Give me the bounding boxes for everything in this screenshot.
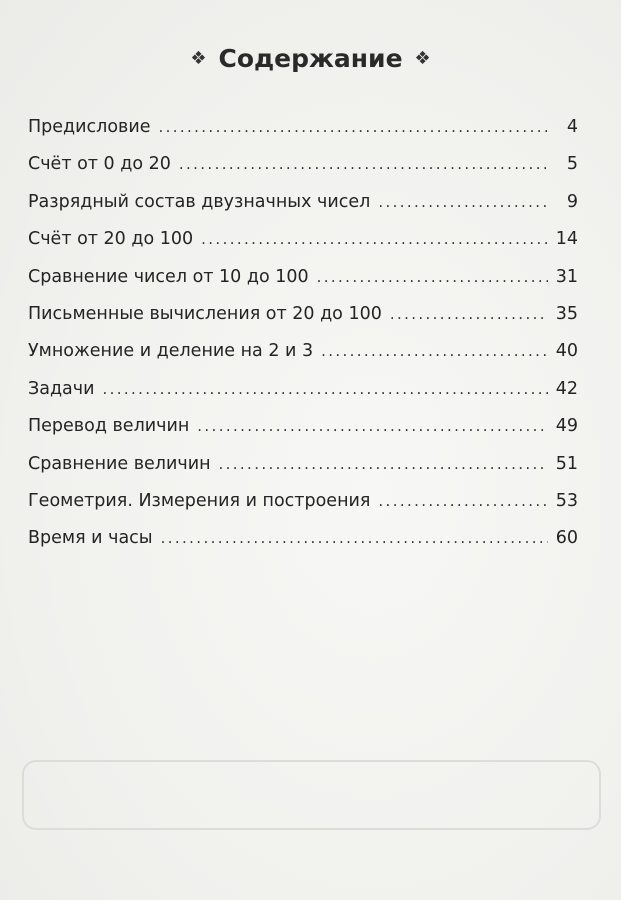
toc-entry-title: Предисловие — [28, 117, 151, 137]
toc-entry-page: 53 — [555, 490, 578, 511]
page-title: Содержание — [218, 44, 403, 73]
toc-entry-title: Геометрия. Измерения и построения — [28, 490, 371, 511]
toc-entry-page: 5 — [566, 154, 578, 175]
toc-entry-title: Письменные вычисления от 20 до 100 — [28, 303, 382, 324]
toc-entry[interactable] — [28, 117, 578, 154]
dot-leader — [321, 342, 548, 360]
toc-entry[interactable] — [28, 267, 578, 304]
toc-entry-page: 40 — [555, 341, 578, 362]
toc-entry[interactable] — [28, 154, 578, 191]
table-of-contents — [28, 117, 578, 566]
toc-entry-page: 49 — [555, 416, 578, 437]
dot-leader — [158, 118, 548, 136]
toc-entry[interactable] — [28, 229, 578, 266]
dot-leader — [102, 380, 548, 398]
toc-entry[interactable] — [28, 192, 578, 229]
toc-entry-page: 42 — [555, 378, 578, 399]
show-through-frame — [22, 760, 601, 830]
toc-entry-page: 51 — [555, 453, 578, 474]
toc-entry-title: Задачи — [28, 378, 95, 399]
toc-entry[interactable] — [28, 379, 578, 416]
toc-entry-title: Умножение и деление на 2 и 3 — [28, 341, 314, 362]
dot-leader — [161, 529, 548, 547]
toc-entry-page: 9 — [566, 191, 578, 212]
toc-entry-page: 4 — [566, 117, 578, 137]
toc-entry[interactable] — [28, 528, 578, 565]
toc-entry-page: 31 — [555, 266, 578, 287]
toc-entry-title: Перевод величин — [28, 416, 190, 437]
toc-entry-title: Счёт от 20 до 100 — [28, 229, 194, 250]
dot-leader — [317, 268, 548, 286]
toc-entry-title: Сравнение величин — [28, 453, 211, 474]
toc-entry[interactable] — [28, 416, 578, 453]
toc-entry[interactable] — [28, 304, 578, 341]
toc-entry-page: 35 — [555, 303, 578, 324]
dot-leader — [197, 417, 548, 435]
toc-entry-title: Счёт от 0 до 20 — [28, 154, 171, 175]
dot-leader — [179, 155, 548, 173]
dot-leader — [219, 455, 548, 473]
ornament-left-icon: ❖ — [190, 48, 207, 69]
ornament-right-icon: ❖ — [414, 48, 431, 69]
toc-entry[interactable] — [28, 454, 578, 491]
toc-entry-page: 60 — [555, 528, 578, 549]
contents-heading — [0, 44, 621, 73]
toc-entry[interactable] — [28, 491, 578, 528]
dot-leader — [201, 230, 548, 248]
dot-leader — [378, 193, 548, 211]
dot-leader — [390, 305, 548, 323]
dot-leader — [378, 492, 548, 510]
toc-entry[interactable] — [28, 341, 578, 378]
toc-entry-title: Время и часы — [28, 528, 153, 549]
toc-entry-title: Сравнение чисел от 10 до 100 — [28, 266, 309, 287]
toc-entry-page: 14 — [555, 229, 578, 250]
toc-entry-title: Разрядный состав двузначных чисел — [28, 191, 371, 212]
